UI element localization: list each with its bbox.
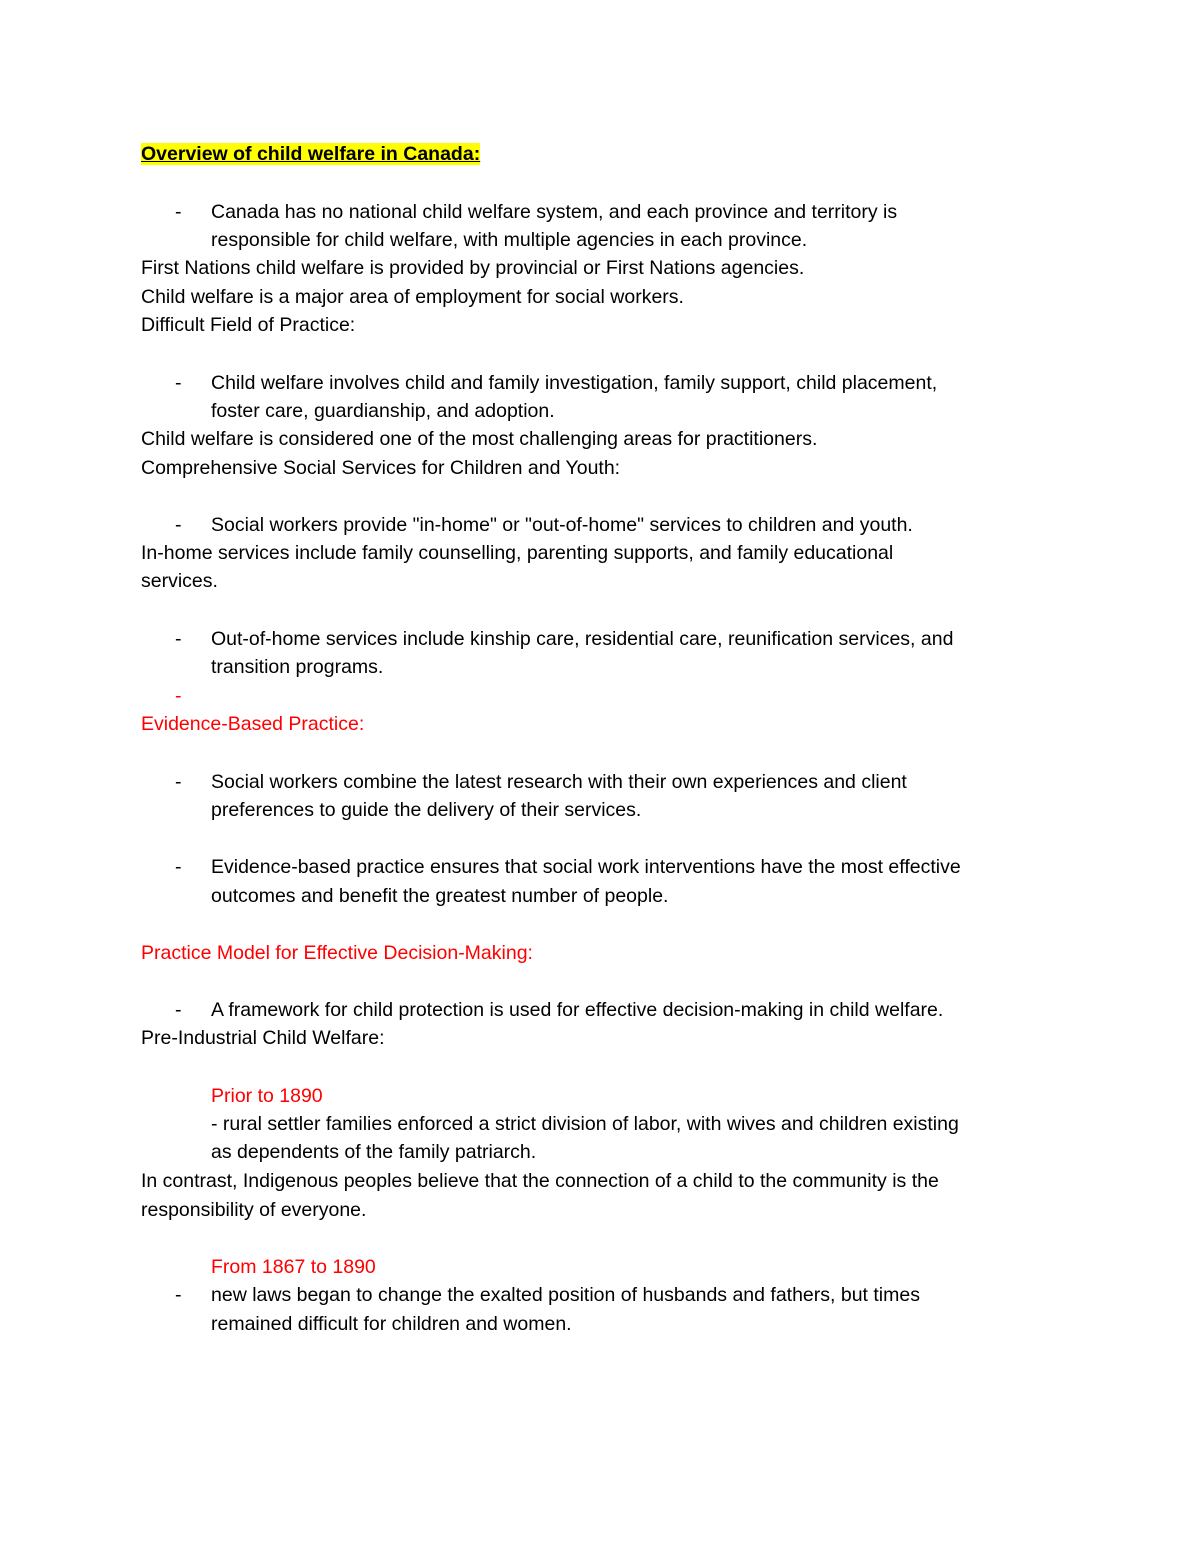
paragraph-continued: responsibility of everyone. (141, 1199, 367, 1221)
list-item: Social workers provide "in-home" or "out-of-home" services to children and youth. (211, 514, 913, 536)
bullet-dash: - (175, 685, 182, 707)
bullet-dash: - (175, 372, 182, 394)
list-item: Child welfare involves child and family investigation, family support, child placement, (211, 372, 938, 394)
bullet-dash: - (175, 628, 182, 650)
list-item-continued: foster care, guardianship, and adoption. (211, 400, 555, 422)
list-item: new laws began to change the exalted position of husbands and fathers, but times (211, 1284, 920, 1306)
bullet-dash: - (175, 999, 182, 1021)
bullet-dash: - (175, 771, 182, 793)
paragraph: In-home services include family counselling, parenting supports, and family educational (141, 542, 894, 564)
list-item: Evidence-based practice ensures that social work interventions have the most effective (211, 856, 961, 878)
section-heading: Difficult Field of Practice: (141, 314, 356, 336)
paragraph: Child welfare is a major area of employment for social workers. (141, 286, 684, 308)
list-item: Social workers combine the latest research with their own experiences and client (211, 771, 907, 793)
period-heading: From 1867 to 1890 (211, 1256, 376, 1278)
bullet-dash: - (175, 201, 182, 223)
list-item-continued: outcomes and benefit the greatest number of people. (211, 885, 669, 907)
bullet-dash: - (175, 514, 182, 536)
bullet-dash: - (175, 1284, 182, 1306)
list-item-continued: responsible for child welfare, with multiple agencies in each province. (211, 229, 808, 251)
period-heading: Prior to 1890 (211, 1085, 323, 1107)
list-item: Out-of-home services include kinship care, residential care, reunification services, and (211, 628, 954, 650)
paragraph: First Nations child welfare is provided by provincial or First Nations agencies. (141, 257, 805, 279)
section-heading: Comprehensive Social Services for Children and Youth: (141, 457, 621, 479)
bullet-dash: - (175, 856, 182, 878)
list-item-continued: remained difficult for children and women. (211, 1313, 572, 1335)
section-heading: Practice Model for Effective Decision-Making: (141, 942, 533, 964)
paragraph: Child welfare is considered one of the most challenging areas for practitioners. (141, 428, 818, 450)
paragraph-continued: services. (141, 570, 218, 592)
section-heading: Pre-Industrial Child Welfare: (141, 1027, 385, 1049)
list-item: A framework for child protection is used for effective decision-making in child welfare. (211, 999, 944, 1021)
title-highlight: Overview of child welfare in Canada: (141, 143, 481, 165)
list-item-continued: preferences to guide the delivery of their services. (211, 799, 642, 821)
section-heading: Evidence-Based Practice: (141, 713, 365, 735)
paragraph: In contrast, Indigenous peoples believe that the connection of a child to the community is the (141, 1170, 939, 1192)
list-item: Canada has no national child welfare system, and each province and territory is (211, 201, 898, 223)
paragraph-continued: as dependents of the family patriarch. (211, 1141, 537, 1163)
list-item-continued: transition programs. (211, 656, 384, 678)
document-title (141, 140, 480, 168)
paragraph: - rural settler families enforced a strict division of labor, with wives and children existing (211, 1113, 959, 1135)
